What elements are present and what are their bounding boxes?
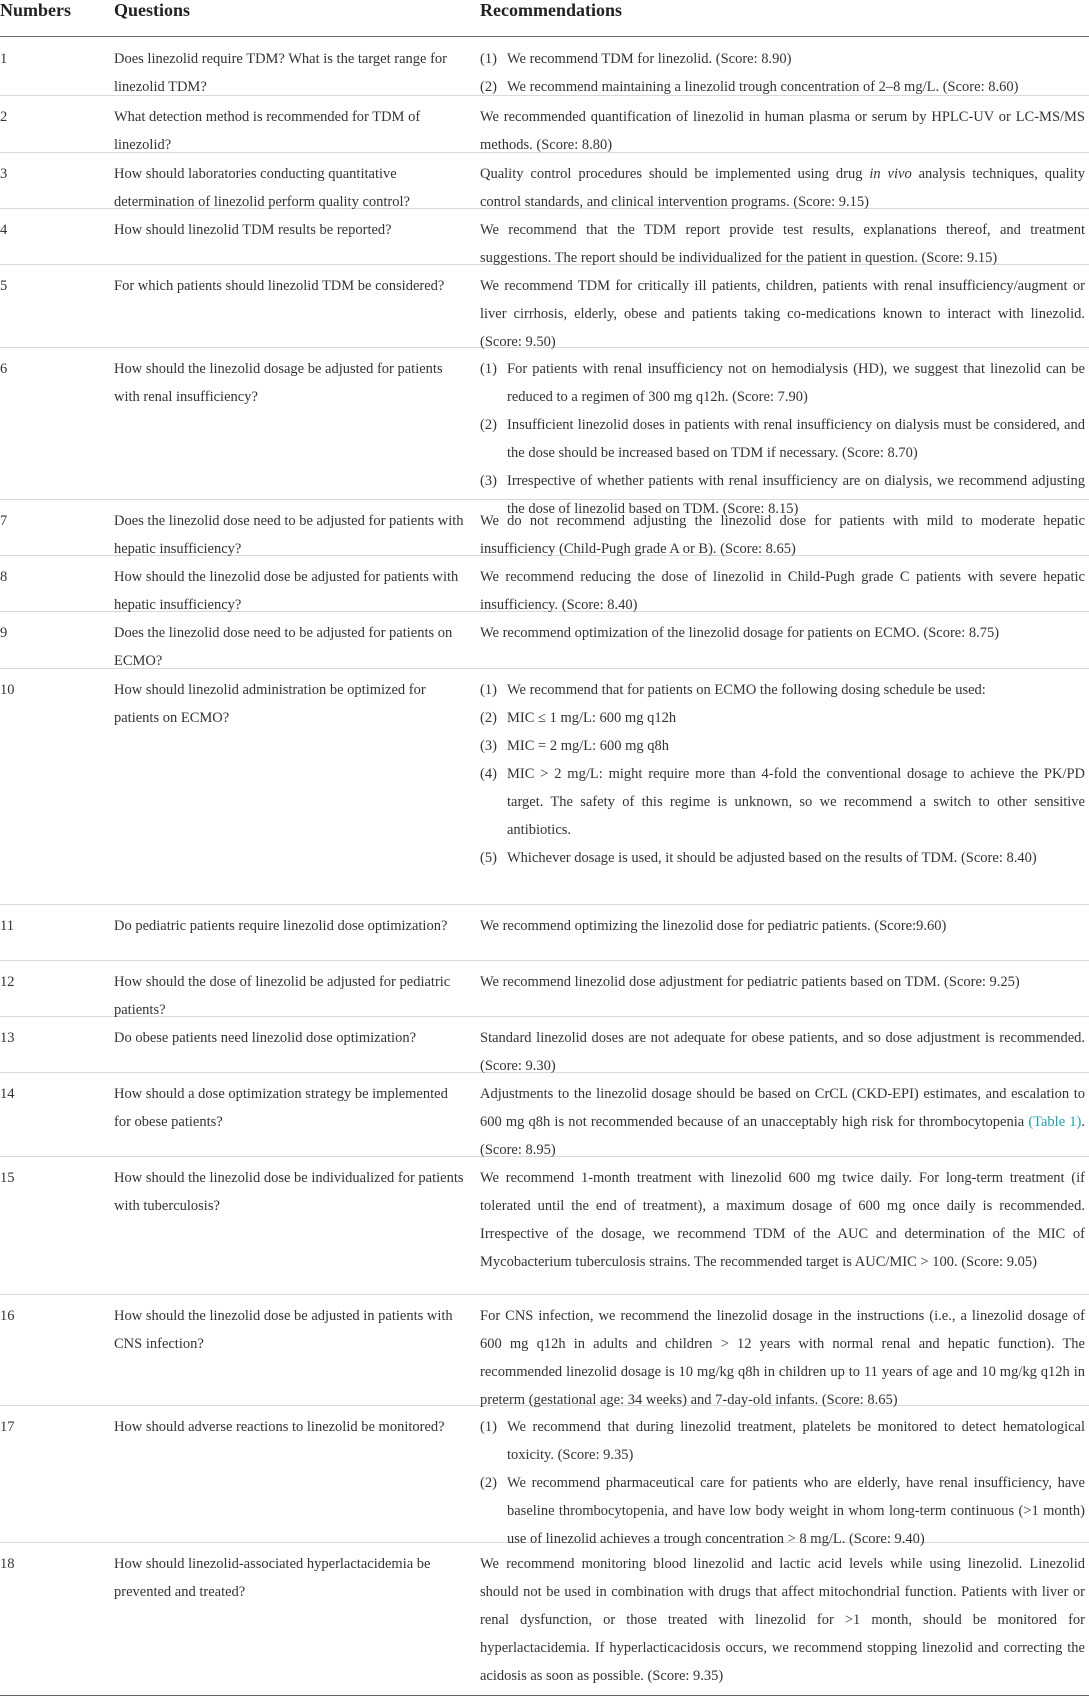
header-questions: Questions (114, 0, 191, 20)
row-number: 8 (0, 569, 8, 585)
table-row (0, 960, 1089, 1017)
row-recommendation: We do not recommend adjusting the linezolid dose for patients with mild to moderate hepatic insufficiency (Child-Pugh grade A or B). (Score: 8.65) (480, 513, 1085, 557)
table-row (0, 1156, 1089, 1295)
item-text: Irrespective of whether patients with renal insufficiency are on dialysis, we recommend adjusting the dose of linezolid based on TDM. (Score: 8.15) (507, 473, 1085, 517)
row-recommendation (480, 355, 1085, 523)
item-text: We recommend TDM for linezolid. (Score: 8.90) (507, 51, 792, 67)
table-1-link[interactable]: (Table 1) (1028, 1114, 1082, 1130)
table-row (0, 95, 1089, 153)
item-number: (3) (480, 473, 497, 489)
item-number: (1) (480, 51, 497, 67)
row-number: 6 (0, 361, 8, 377)
table-row (0, 499, 1089, 556)
item-text: For patients with renal insufficiency not on hemodialysis (HD), we suggest that linezolid can be reduced to a regimen of 300 mg q12h. (Score: 7.90) (507, 361, 1085, 405)
recommendation-text: . (Score: 8.95) (480, 1114, 1085, 1158)
item-number: (2) (480, 710, 497, 726)
row-question: Does the linezolid dose need to be adjusted for patients on ECMO? (114, 625, 453, 669)
table-row (0, 1072, 1089, 1157)
row-number: 3 (0, 166, 8, 182)
row-number: 13 (0, 1030, 15, 1046)
item-number: (2) (480, 1475, 497, 1491)
table-header (0, 0, 1089, 37)
row-question: How should the linezolid dose be adjusted in patients with CNS infection? (114, 1308, 453, 1352)
table-row (0, 555, 1089, 612)
table-bottom-rule (0, 1695, 1089, 1696)
row-recommendation: We recommend that the TDM report provide test results, explanations thereof, and treatment suggestions. The report should be individualized for the patient in question. (Score: 9.15) (480, 222, 1085, 266)
row-recommendation: For CNS infection, we recommend the linezolid dosage in the instructions (i.e., a linezolid dosage of 600 mg q12h in adults and children > 12 years with normal renal and hepatic function). The recommended linezolid dosage is 10 mg/kg q8h in children up to 11 years of age and 10 mg/kg q12h in preterm (gestational age: 34 weeks) and 7-day-old infants. (Score: 8.65) (480, 1308, 1085, 1408)
row-recommendation: Standard linezolid doses are not adequate for obese patients, and so dose adjustment is recommended. (Score: 9.30) (480, 1030, 1085, 1074)
row-question: Does the linezolid dose need to be adjusted for patients with hepatic insufficiency? (114, 513, 464, 557)
row-recommendation (480, 1080, 1085, 1164)
table-row (0, 152, 1089, 209)
table-row (0, 347, 1089, 517)
row-number: 9 (0, 625, 8, 641)
list-item (480, 760, 1085, 844)
row-recommendation (480, 676, 1085, 872)
item-number: (1) (480, 1419, 497, 1435)
row-question: Do pediatric patients require linezolid dose optimization? (114, 918, 448, 934)
item-number: (1) (480, 682, 497, 698)
row-recommendation: We recommended quantification of linezolid in human plasma or serum by HPLC-UV or LC-MS/MS methods. (Score: 8.80) (480, 109, 1085, 153)
recommendation-text: analysis techniques, quality control standards, and clinical intervention programs. (Score: 9.15) (480, 166, 1085, 210)
row-question: How should the linezolid dose be adjusted for patients with hepatic insufficiency? (114, 569, 459, 613)
header-recommendations: Recommendations (480, 0, 622, 20)
row-number: 11 (0, 918, 14, 934)
recommendation-text: Adjustments to the linezolid dosage should be based on CrCL (CKD-EPI) estimates, and escalation to 600 mg q8h is not recommended because of an unacceptably high risk for thrombocytopenia (480, 1086, 1085, 1130)
row-number: 5 (0, 278, 8, 294)
row-number: 7 (0, 513, 8, 529)
table-row (0, 264, 1089, 348)
item-number: (4) (480, 766, 497, 782)
row-recommendation: We recommend linezolid dose adjustment for pediatric patients based on TDM. (Score: 9.25) (480, 974, 1020, 990)
row-recommendation: We recommend monitoring blood linezolid and lactic acid levels while using linezolid. Linezolid should not be used in combination with drugs that affect mitochondrial function. Patients with liver or renal dysfunction, or those treated with linezolid for >1 month, should be monitored for hyperlactacidemia. If hyperlacticacidosis occurs, we recommend stopping linezolid and correcting the acidosis as soon as possible. (Score: 9.35) (480, 1556, 1085, 1684)
row-question: Do obese patients need linezolid dose optimization? (114, 1030, 417, 1046)
table-row (0, 668, 1089, 905)
item-text: MIC = 2 mg/L: 600 mg q8h (507, 738, 670, 754)
item-text: We recommend maintaining a linezolid trough concentration of 2–8 mg/L. (Score: 8.60) (507, 79, 1019, 95)
table-row (0, 1405, 1089, 1547)
row-question: How should the dose of linezolid be adjusted for pediatric patients? (114, 974, 451, 1018)
row-question: How should linezolid administration be optimized for patients on ECMO? (114, 682, 426, 726)
recommendation-text: Quality control procedures should be implemented using drug (480, 166, 870, 182)
row-question: For which patients should linezolid TDM be considered? (114, 278, 445, 294)
row-question: How should the linezolid dose be individualized for patients with tuberculosis? (114, 1170, 464, 1214)
row-number: 17 (0, 1419, 15, 1435)
row-number: 15 (0, 1170, 15, 1186)
table-row (0, 611, 1089, 669)
row-recommendation: We recommend TDM for critically ill patients, children, patients with renal insufficiency/augment or liver cirrhosis, elderly, obese and patients taking co-medications known to interact with linezolid. (Score: 9.50) (480, 278, 1085, 350)
row-number: 10 (0, 682, 15, 698)
row-number: 12 (0, 974, 15, 990)
row-number: 18 (0, 1556, 15, 1572)
table-row (0, 1294, 1089, 1406)
row-recommendation: We recommend optimizing the linezolid dose for pediatric patients. (Score:9.60) (480, 918, 947, 934)
table-row (0, 1542, 1089, 1690)
row-number: 2 (0, 109, 8, 125)
list-item (480, 676, 1085, 704)
row-number: 16 (0, 1308, 15, 1324)
row-recommendation (480, 45, 1085, 101)
row-question: How should laboratories conducting quantitative determination of linezolid perform quality control? (114, 166, 410, 210)
row-recommendation (480, 1413, 1085, 1553)
item-number: (3) (480, 738, 497, 754)
table-row (0, 208, 1089, 265)
list-item (480, 844, 1085, 872)
item-text: Whichever dosage is used, it should be adjusted based on the results of TDM. (Score: 8.40) (507, 850, 1037, 866)
list-item (480, 1413, 1085, 1469)
recommendation-emphasis: in vivo (869, 166, 912, 182)
item-text: MIC > 2 mg/L: might require more than 4-fold the conventional dosage to achieve the PK/PD target. The safety of this regime is unknown, so we recommend a switch to other sensitive antibiotics. (507, 766, 1085, 838)
item-number: (5) (480, 850, 497, 866)
table-row (0, 904, 1089, 961)
list-item (480, 1469, 1085, 1553)
row-number: 4 (0, 222, 8, 238)
list-item (480, 355, 1085, 411)
item-number: (2) (480, 79, 497, 95)
table-row (0, 1016, 1089, 1073)
row-recommendation: We recommend 1-month treatment with linezolid 600 mg twice daily. For long-term treatment (if tolerated until the end of treatment), a maximum dosage of 600 mg once daily is recommended. Irrespective of the dosage, we recommend TDM of the AUC and determination of the MIC of Mycobacterium tuberculosis strains. The recommended target is AUC/MIC > 100. (Score: 9.05) (480, 1170, 1085, 1270)
list-item (480, 704, 1085, 732)
row-question: What detection method is recommended for TDM of linezolid? (114, 109, 421, 153)
row-question: How should linezolid-associated hyperlactacidemia be prevented and treated? (114, 1556, 431, 1600)
row-recommendation: We recommend optimization of the linezolid dosage for patients on ECMO. (Score: 8.75) (480, 625, 1000, 641)
item-text: We recommend that for patients on ECMO the following dosing schedule be used: (507, 682, 986, 698)
row-question: How should the linezolid dosage be adjusted for patients with renal insufficiency? (114, 361, 443, 405)
row-recommendation: We recommend reducing the dose of linezolid in Child-Pugh grade C patients with severe hepatic insufficiency. (Score: 8.40) (480, 569, 1085, 613)
item-number: (1) (480, 361, 497, 377)
item-text: MIC ≤ 1 mg/L: 600 mg q12h (507, 710, 677, 726)
list-item (480, 732, 1085, 760)
row-question: How should a dose optimization strategy be implemented for obese patients? (114, 1086, 448, 1130)
row-question: Does linezolid require TDM? What is the target range for linezolid TDM? (114, 51, 447, 95)
list-item (480, 411, 1085, 467)
item-text: We recommend that during linezolid treatment, platelets be monitored to detect hematological toxicity. (Score: 9.35) (507, 1419, 1085, 1463)
header-numbers: Numbers (0, 0, 71, 20)
row-number: 1 (0, 51, 8, 67)
item-text: We recommend pharmaceutical care for patients who are elderly, have renal insufficiency, have baseline thrombocytopenia, and have low body weight in whom long-term continuous (>1 month) use of linezolid achieves a trough concentration > 8 mg/L. (Score: 9.40) (507, 1475, 1085, 1547)
item-number: (2) (480, 417, 497, 433)
row-question: How should adverse reactions to linezolid be monitored? (114, 1419, 445, 1435)
table-row (0, 37, 1089, 96)
list-item (480, 45, 1085, 73)
row-number: 14 (0, 1086, 15, 1102)
item-text: Insufficient linezolid doses in patients with renal insufficiency on dialysis must be considered, and the dose should be increased based on TDM if necessary. (Score: 8.70) (507, 417, 1085, 461)
row-question: How should linezolid TDM results be reported? (114, 222, 392, 238)
